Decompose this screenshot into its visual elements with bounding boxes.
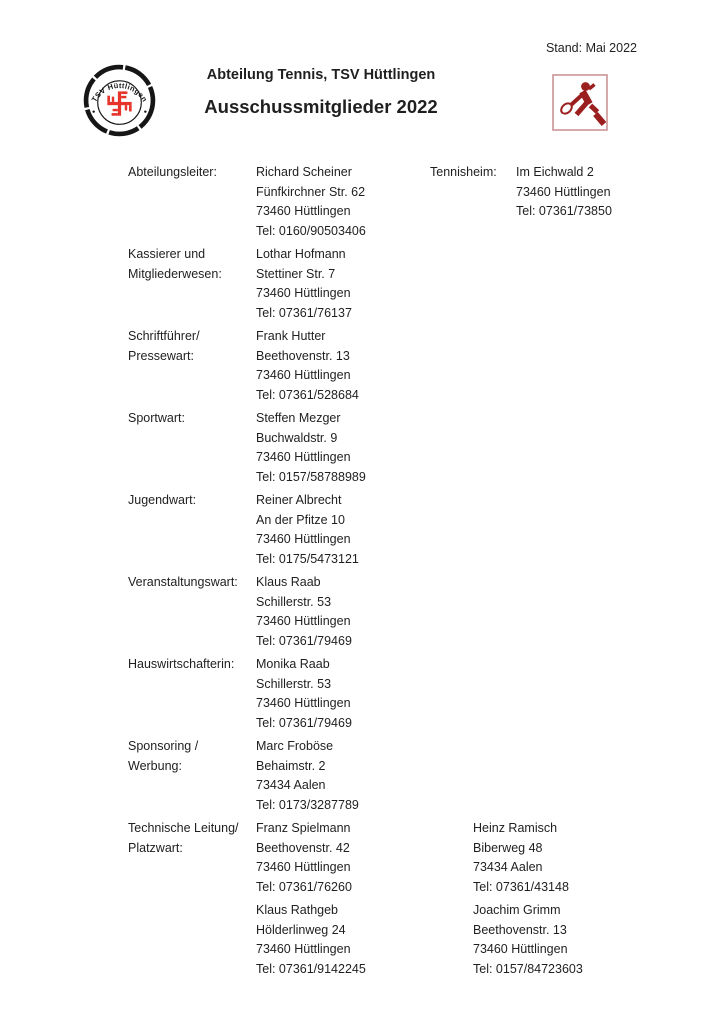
tennis-player-icon: [552, 74, 608, 131]
person-block: [256, 245, 430, 323]
text-line: Veranstaltungswart:: [128, 575, 238, 589]
text-line: Tel: 07361/79469: [256, 715, 352, 730]
text-line: Franz Spielmann: [256, 821, 351, 835]
text-line: Mitgliederwesen:: [128, 266, 222, 281]
text-line: Richard Scheiner: [256, 165, 352, 179]
person-block: [256, 327, 430, 405]
text-line: Abteilungsleiter:: [128, 165, 217, 179]
text-line: 73460 Hüttlingen: [256, 368, 351, 382]
extra-column: [430, 819, 724, 897]
committee-entry: [0, 491, 724, 569]
text-line: Schillerstr. 53: [256, 676, 332, 691]
text-line: Hölderlinweg 24: [256, 922, 346, 937]
text-line: 73460 Hüttlingen: [256, 450, 351, 464]
text-line: 73460 Hüttlingen: [256, 532, 351, 546]
text-line: Buchwaldstr. 9: [256, 430, 338, 445]
person-block: [256, 491, 430, 569]
text-line: An der Pfitze 10: [256, 512, 345, 527]
committee-entry: [0, 573, 724, 651]
date-stamp: Stand: Mai 2022: [545, 41, 637, 55]
text-line: Beethovenstr. 42: [256, 840, 350, 855]
text-line: Lothar Hofmann: [256, 247, 346, 261]
text-line: Tel: 0173/3287789: [256, 797, 359, 812]
text-line: Sponsoring /: [128, 739, 199, 753]
text-line: Frank Hutter: [256, 329, 326, 343]
text-line: 73460 Hüttlingen: [256, 614, 351, 628]
text-line: Joachim Grimm: [473, 903, 561, 917]
role-label: [128, 245, 256, 284]
text-line: Im Eichwald 2: [516, 165, 594, 179]
text-line: 73460 Hüttlingen: [256, 942, 351, 956]
role-label: [128, 655, 256, 675]
role-label: [128, 491, 256, 511]
text-line: Platzwart:: [128, 840, 183, 855]
text-line: Tel: 0160/90503406: [256, 223, 366, 238]
extra-block: [516, 163, 612, 222]
text-line: Behaimstr. 2: [256, 758, 326, 773]
committee-entry: [0, 901, 724, 979]
role-label: [128, 327, 256, 366]
text-line: Tel: 07361/528684: [256, 387, 359, 402]
person-block: [256, 409, 430, 487]
text-line: Marc Froböse: [256, 739, 334, 753]
person-block: [256, 573, 430, 651]
text-line: Pressewart:: [128, 348, 194, 363]
extra-label: Tennisheim:: [430, 165, 497, 179]
text-line: Tel: 07361/73850: [516, 204, 612, 218]
role-label: [128, 573, 256, 593]
committee-entry: [0, 409, 724, 487]
committee-entry: [0, 163, 724, 241]
text-line: Schriftführer/: [128, 329, 200, 343]
person-block: [256, 819, 430, 897]
person-block: [256, 737, 430, 815]
text-line: Biberweg 48: [473, 840, 543, 855]
committee-entry: [0, 737, 724, 815]
second-person-block: [473, 819, 569, 897]
page-title: Ausschussmitglieder 2022: [204, 96, 438, 117]
role-label: [128, 409, 256, 429]
extra-column: [430, 163, 724, 222]
text-line: Tel: 0157/84723603: [473, 961, 583, 976]
committee-entry: [0, 245, 724, 323]
text-line: 73460 Hüttlingen: [256, 696, 351, 710]
text-line: Jugendwart:: [128, 493, 197, 507]
text-line: Steffen Mezger: [256, 411, 341, 425]
org-title: Abteilung Tennis, TSV Hüttlingen: [206, 67, 436, 83]
text-line: 73460 Hüttlingen: [516, 184, 611, 199]
text-line: 73460 Hüttlingen: [473, 942, 568, 956]
text-line: Sportwart:: [128, 411, 185, 425]
text-line: Heinz Ramisch: [473, 821, 558, 835]
person-block: [256, 163, 430, 241]
text-line: 73460 Hüttlingen: [256, 860, 351, 874]
text-line: Fünfkirchner Str. 62: [256, 184, 366, 199]
text-line: Stettiner Str. 7: [256, 266, 336, 281]
text-line: Technische Leitung/: [128, 821, 239, 835]
text-line: Kassierer und: [128, 247, 206, 261]
committee-entry: [0, 327, 724, 405]
extra-column: [430, 901, 724, 979]
text-line: Beethovenstr. 13: [256, 348, 350, 363]
entries-list: [0, 163, 724, 983]
text-line: Monika Raab: [256, 657, 330, 671]
text-line: Tel: 07361/43148: [473, 879, 569, 894]
committee-entry: [0, 819, 724, 897]
text-line: Klaus Raab: [256, 575, 321, 589]
text-line: Hauswirtschafterin:: [128, 657, 235, 671]
text-line: 73460 Hüttlingen: [256, 286, 351, 300]
text-line: 73434 Aalen: [256, 778, 326, 792]
person-block: [256, 655, 430, 733]
text-line: Tel: 0175/5473121: [256, 551, 359, 566]
text-line: Beethovenstr. 13: [473, 922, 567, 937]
text-line: Tel: 07361/79469: [256, 633, 352, 648]
role-label: [128, 163, 256, 183]
committee-entry: [0, 655, 724, 733]
text-line: Werbung:: [128, 758, 182, 773]
second-person-block: [473, 901, 583, 979]
text-line: Reiner Albrecht: [256, 493, 342, 507]
text-line: Tel: 07361/76260: [256, 879, 352, 894]
text-line: Tel: 07361/76137: [256, 305, 352, 320]
role-label: [128, 737, 256, 776]
text-line: Tel: 07361/9142245: [256, 961, 366, 976]
logo-curved-text: TSV Hüttlingen: [89, 80, 150, 104]
person-block: [256, 901, 430, 979]
text-line: Tel: 0157/58788989: [256, 469, 366, 484]
text-line: 73434 Aalen: [473, 860, 543, 874]
text-line: Klaus Rathgeb: [256, 903, 339, 917]
header-titles: [0, 66, 642, 118]
text-line: Schillerstr. 53: [256, 594, 332, 609]
role-label: [128, 819, 256, 858]
text-line: 73460 Hüttlingen: [256, 204, 351, 218]
